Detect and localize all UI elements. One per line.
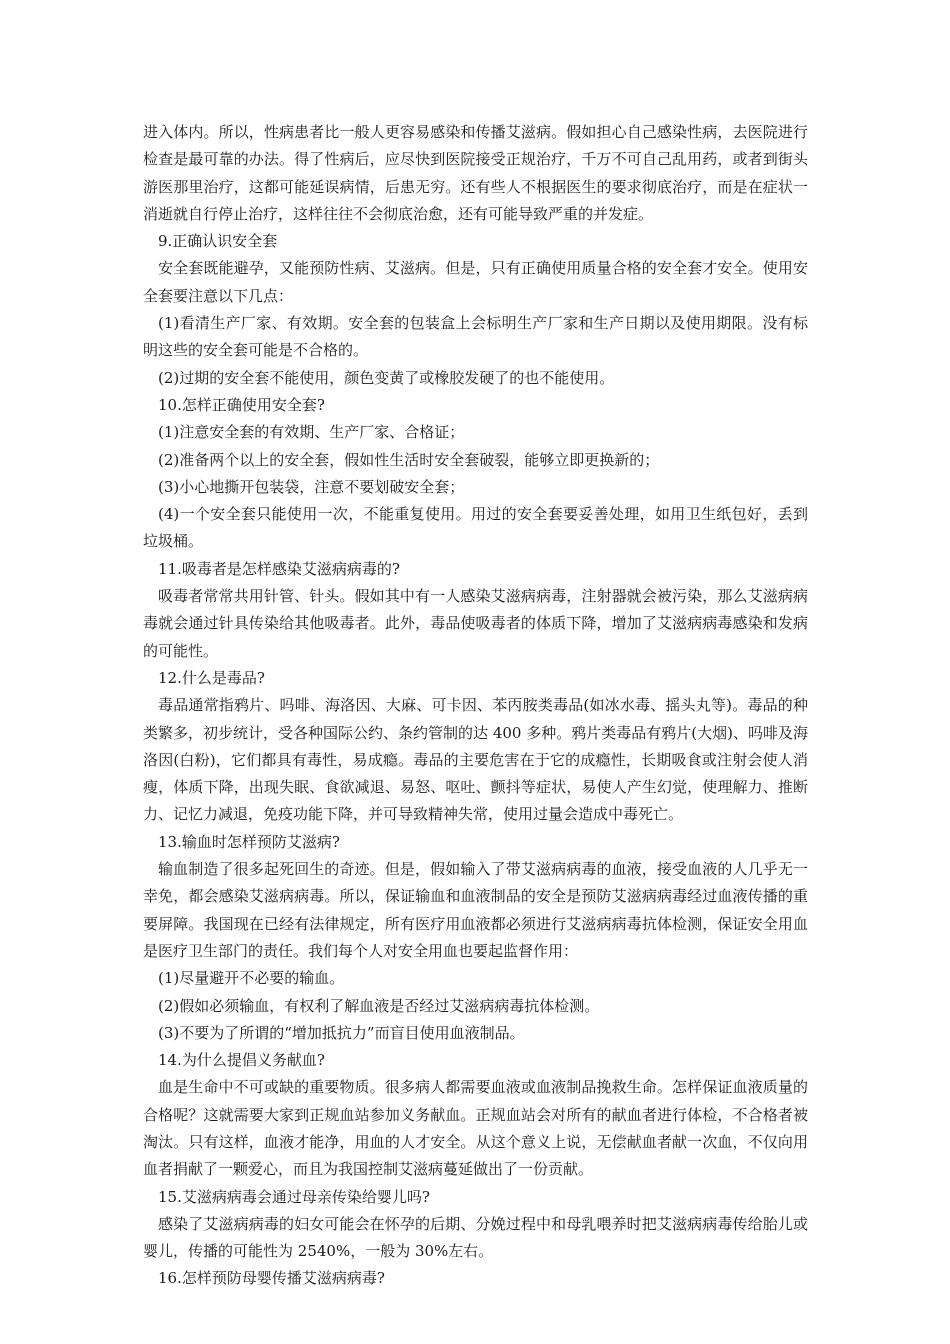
list-item: (3)不要为了所谓的“增加抵抗力”而盲目使用血液制品。: [158, 1023, 525, 1042]
list-item: (2)过期的安全套不能使用，颜色变黄了或橡胶发硬了的也不能使用。: [158, 368, 615, 387]
paragraph: 血是生命中不可或缺的重要物质。很多病人都需要血液或血液制品挽救生命。怎样保证血液质量的合格呢？这就需要大家到正规血站参加义务献血。正规血站会对所有的献血者进行体检，不合格者被淘汰。只有这样，血液才能净，用血的人才安全。从这个意义上说，无偿献血者献一次血，不仅向用血者捐献了一颗爱心，而且为我国控制艾滋病蔓延做出了一份贡献。: [143, 1078, 808, 1179]
paragraph: 毒品通常指鸦片、吗啡、海洛因、大麻、可卡因、苯丙胺类毒品(如冰水毒、摇头丸等)。毒品的种类繁多，初步统计，受各种国际公约、条约管制的达 400 多种。鸦片类毒品有鸦片(大烟)、吗啡及海洛因(白粉)，它们都具有毒性，易成瘾。毒品的主要危害在于它的成瘾性，长期吸食或注射会使人消瘦，体质下降，出现失眠、食欲减退、易怒、呕吐、颤抖等症状，易使人产生幻觉，使理解力、推断力、记忆力减退，免疫功能下降，并可导致精神失常，使用过量会造成中毒死亡。: [143, 696, 808, 824]
paragraph: 感染了艾滋病病毒的妇女可能会在怀孕的后期、分娩过程中和母乳喂养时把艾滋病病毒传给胎儿或婴儿，传播的可能性为 2540%，一般为 30%左右。: [143, 1214, 808, 1261]
section-heading-10: 10.怎样正确使用安全套?: [158, 395, 325, 414]
list-item: (3)小心地撕开包装袋，注意不要划破安全套；: [158, 477, 465, 496]
paragraph: 吸毒者常常共用针管、针头。假如其中有一人感染艾滋病病毒，注射器就会被污染，那么艾滋病病毒就会通过针具传染给其他吸毒者。此外，毒品使吸毒者的体质下降，增加了艾滋病病毒感染和发病的可能性。: [143, 587, 808, 660]
section-heading-15: 15.艾滋病病毒会通过母亲传染给婴儿吗?: [158, 1187, 430, 1206]
list-item: (1)看清生产厂家、有效期。安全套的包装盒上会标明生产厂家和生产日期以及使用期限。没有标明这些的安全套可能是不合格的。: [143, 314, 808, 360]
section-heading-14: 14.为什么提倡义务献血?: [158, 1051, 325, 1070]
section-heading-16: 16.怎样预防母婴传播艾滋病病毒?: [158, 1269, 385, 1288]
section-heading-12: 12.什么是毒品?: [158, 668, 265, 687]
document-page: [143, 119, 808, 1293]
paragraph-intro: 进入体内。所以，性病患者比一般人更容易感染和传播艾滋病。假如担心自己感染性病，去医院进行检查是最可靠的办法。得了性病后，应尽快到医院接受正规治疗，千万不可自己乱用药，或者到街头游医那里治疗，这都可能延误病情，后患无穷。还有些人不根据医生的要求彻底治疗，而是在症状一消逝就自行停止治疗，这样往往不会彻底治愈，还有可能导致严重的并发症。: [143, 123, 808, 223]
list-item: (2)准备两个以上的安全套，假如性生活时安全套破裂，能够立即更换新的；: [158, 450, 660, 469]
list-item: (1)注意安全套的有效期、生产厂家、合格证；: [158, 423, 465, 442]
section-heading-11: 11.吸毒者是怎样感染艾滋病病毒的?: [158, 559, 400, 578]
paragraph: 安全套既能避孕，又能预防性病、艾滋病。但是，只有正确使用质量合格的安全套才安全。使用安全套要注意以下几点：: [143, 259, 808, 305]
list-item: (4)一个安全套只能使用一次，不能重复使用。用过的安全套要妥善处理，如用卫生纸包好，丢到垃圾桶。: [143, 505, 808, 551]
paragraph: 输血制造了很多起死回生的奇迹。但是，假如输入了带艾滋病病毒的血液，接受血液的人几乎无一幸免，都会感染艾滋病病毒。所以，保证输血和血液制品的安全是预防艾滋病病毒经过血液传播的重要屏障。我国现在已经有法律规定，所有医疗用血液都必须进行艾滋病病毒抗体检测，保证安全用血是医疗卫生部门的责任。我们每个人对安全用血也要起监督作用：: [143, 860, 808, 960]
section-heading-13: 13.输血时怎样预防艾滋病?: [158, 832, 340, 851]
section-heading-9: 9.正确认识安全套: [158, 232, 278, 251]
list-item: (1)尽量避开不必要的输血。: [158, 969, 345, 988]
list-item: (2)假如必须输血，有权利了解血液是否经过艾滋病病毒抗体检测。: [158, 996, 600, 1015]
